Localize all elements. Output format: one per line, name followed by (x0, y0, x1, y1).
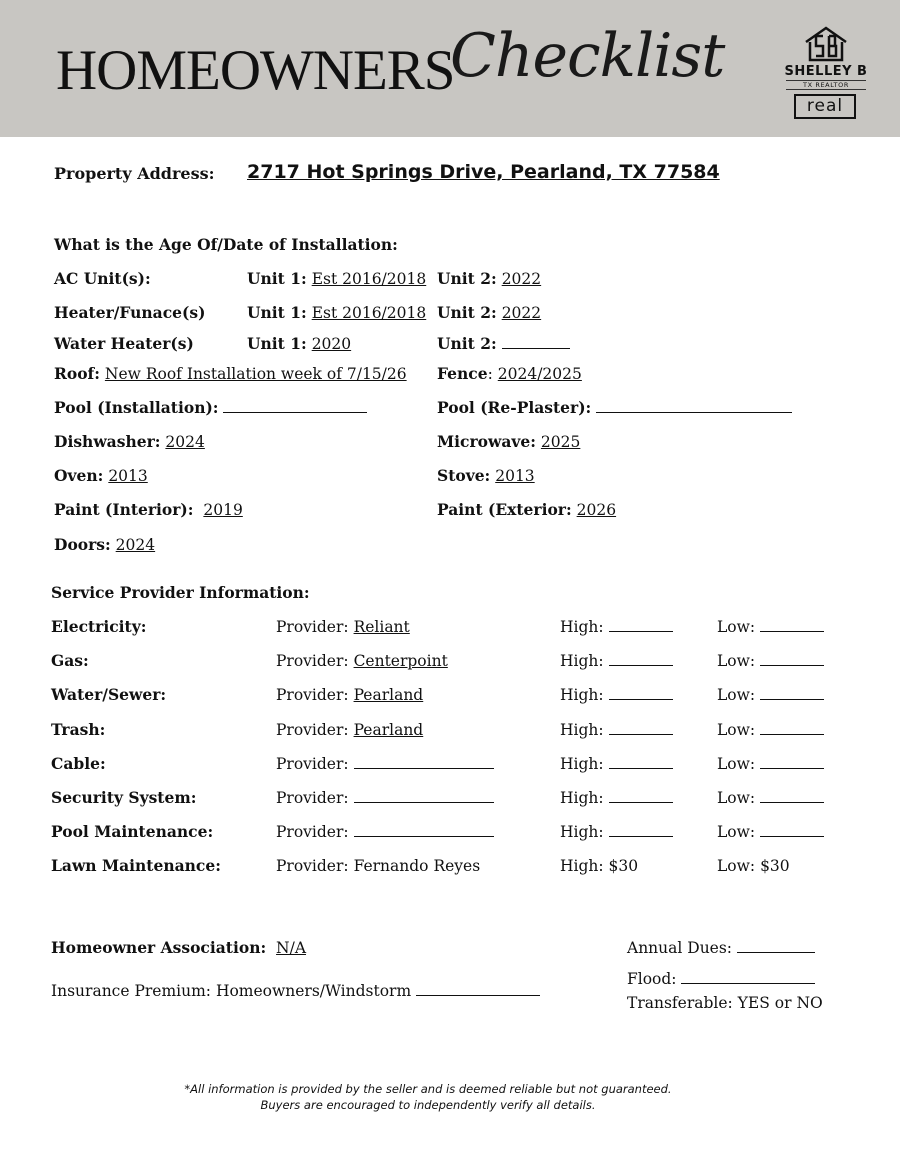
services-heading: Service Provider Information: (51, 583, 310, 602)
paint-exterior-value: 2026 (576, 501, 617, 519)
title-main: HOMEOWNERS (56, 39, 455, 102)
service-name: Cable: (51, 754, 106, 773)
heater-unit1-value: Est 2016/2018 (311, 304, 427, 322)
service-provider: Provider: Reliant (276, 618, 410, 636)
sb-monogram-icon (776, 24, 876, 64)
ac-unit2: Unit 2: 2022 (437, 269, 542, 288)
property-address-label: Property Address: (54, 164, 215, 183)
service-low: Low: (717, 685, 824, 705)
blank-field[interactable] (609, 685, 673, 700)
service-name: Gas: (51, 651, 89, 670)
water-heater-unit1: Unit 1: 2020 (247, 334, 352, 353)
heater-label: Heater/Funace(s) (54, 303, 206, 322)
blank-field[interactable] (609, 788, 673, 803)
flood-row: Flood: (627, 969, 815, 989)
blank-field[interactable] (760, 720, 824, 735)
heater-unit2: Unit 2: 2022 (437, 303, 542, 322)
service-low: Low: (717, 788, 824, 808)
blank-field[interactable] (760, 617, 824, 632)
water-heater-unit2: Unit 2: (437, 334, 570, 354)
service-name: Pool Maintenance: (51, 822, 214, 841)
service-high: High: (560, 720, 673, 740)
service-low: Low: (717, 754, 824, 774)
ac-label: AC Unit(s): (54, 269, 151, 288)
service-provider: Provider: Pearland (276, 721, 424, 739)
brand-logo: real (794, 94, 856, 119)
heater-unit1: Unit 1: Est 2016/2018 (247, 303, 427, 322)
header-banner (0, 0, 900, 137)
oven-row: Oven: 2013 (54, 466, 148, 485)
service-name: Security System: (51, 788, 197, 807)
ac-unit2-value: 2022 (501, 270, 542, 288)
fence-row: Fence: 2024/2025 (437, 364, 582, 383)
ac-unit1-value: Est 2016/2018 (311, 270, 427, 288)
water-heater-unit1-value: 2020 (311, 335, 352, 353)
blank-field[interactable] (760, 788, 824, 803)
ac-unit1: Unit 1: Est 2016/2018 (247, 269, 427, 288)
paint-interior-row: Paint (Interior): 2019 (54, 500, 243, 519)
hoa-row: Homeowner Association: N/A (51, 938, 307, 957)
realtor-logo (776, 24, 876, 124)
flood-blank[interactable] (681, 969, 815, 984)
blank-field[interactable] (609, 754, 673, 769)
service-provider: Provider: (276, 788, 494, 808)
doors-value: 2024 (115, 536, 156, 554)
transferable-row: Transferable: YES or NO (627, 994, 823, 1012)
blank-field[interactable] (354, 754, 494, 769)
stove-row: Stove: 2013 (437, 466, 535, 485)
footer-disclaimer-line1: *All information is provided by the seller and is deemed reliable but not guaranteed. (184, 1082, 672, 1096)
service-high: High: (560, 685, 673, 705)
blank-field[interactable] (609, 651, 673, 666)
blank-field[interactable] (760, 685, 824, 700)
service-name: Water/Sewer: (51, 685, 167, 704)
annual-dues-blank[interactable] (737, 938, 815, 953)
blank-field[interactable] (609, 617, 673, 632)
roof-value: New Roof Installation week of 7/15/26 (104, 365, 407, 383)
title-script: Checklist (450, 21, 725, 91)
property-address-value: 2717 Hot Springs Drive, Pearland, TX 77584 (247, 161, 720, 183)
hoa-value: N/A (276, 939, 307, 957)
roof-row: Roof: New Roof Installation week of 7/15/26 (54, 364, 407, 383)
service-high: High: $30 (560, 857, 639, 875)
blank-field[interactable] (354, 788, 494, 803)
dishwasher-row: Dishwasher: 2024 (54, 432, 205, 451)
service-provider: Provider: Pearland (276, 686, 424, 704)
pool-install-blank[interactable] (223, 398, 367, 413)
blank-field[interactable] (609, 720, 673, 735)
service-provider: Provider: Centerpoint (276, 652, 448, 670)
service-name: Electricity: (51, 617, 147, 636)
oven-value: 2013 (108, 467, 148, 485)
blank-field[interactable] (760, 651, 824, 666)
service-name: Lawn Maintenance: (51, 856, 221, 875)
footer-disclaimer-line2: Buyers are encouraged to independently verify all details. (260, 1098, 596, 1112)
water-heater-label: Water Heater(s) (54, 334, 194, 353)
pool-install-row: Pool (Installation): (54, 398, 367, 418)
service-high: High: (560, 754, 673, 774)
paint-exterior-row: Paint (Exterior: 2026 (437, 500, 617, 519)
service-low: Low: (717, 720, 824, 740)
logo-subtitle: TX REALTOR (786, 80, 866, 90)
microwave-value: 2025 (540, 433, 581, 451)
blank-field[interactable] (760, 822, 824, 837)
service-provider: Provider: (276, 754, 494, 774)
paint-interior-value: 2019 (203, 501, 243, 519)
annual-dues-row: Annual Dues: (627, 938, 815, 958)
service-low: Low: (717, 822, 824, 842)
insurance-row: Insurance Premium: Homeowners/Windstorm (51, 981, 540, 1001)
logo-name: SHELLEY B (784, 64, 868, 79)
age-section-heading: What is the Age Of/Date of Installation: (54, 235, 398, 254)
service-high: High: (560, 651, 673, 671)
blank-field[interactable] (354, 822, 494, 837)
fence-value: 2024/2025 (497, 365, 582, 383)
blank-field[interactable] (609, 822, 673, 837)
service-high: High: (560, 788, 673, 808)
insurance-blank[interactable] (416, 981, 540, 996)
water-heater-unit2-blank[interactable] (502, 334, 570, 349)
service-name: Trash: (51, 720, 106, 739)
service-provider: Provider: Fernando Reyes (276, 857, 481, 875)
doors-row: Doors: 2024 (54, 535, 156, 554)
service-high: High: (560, 822, 673, 842)
microwave-row: Microwave: 2025 (437, 432, 581, 451)
service-low: Low: (717, 651, 824, 671)
service-high: High: (560, 617, 673, 637)
dishwasher-value: 2024 (165, 433, 205, 451)
service-low: Low: (717, 617, 824, 637)
service-provider: Provider: (276, 822, 494, 842)
pool-replaster-blank[interactable] (596, 398, 792, 413)
heater-unit2-value: 2022 (501, 304, 542, 322)
service-low: Low: $30 (717, 857, 790, 875)
blank-field[interactable] (760, 754, 824, 769)
stove-value: 2013 (495, 467, 535, 485)
pool-replaster-row: Pool (Re-Plaster): (437, 398, 792, 418)
